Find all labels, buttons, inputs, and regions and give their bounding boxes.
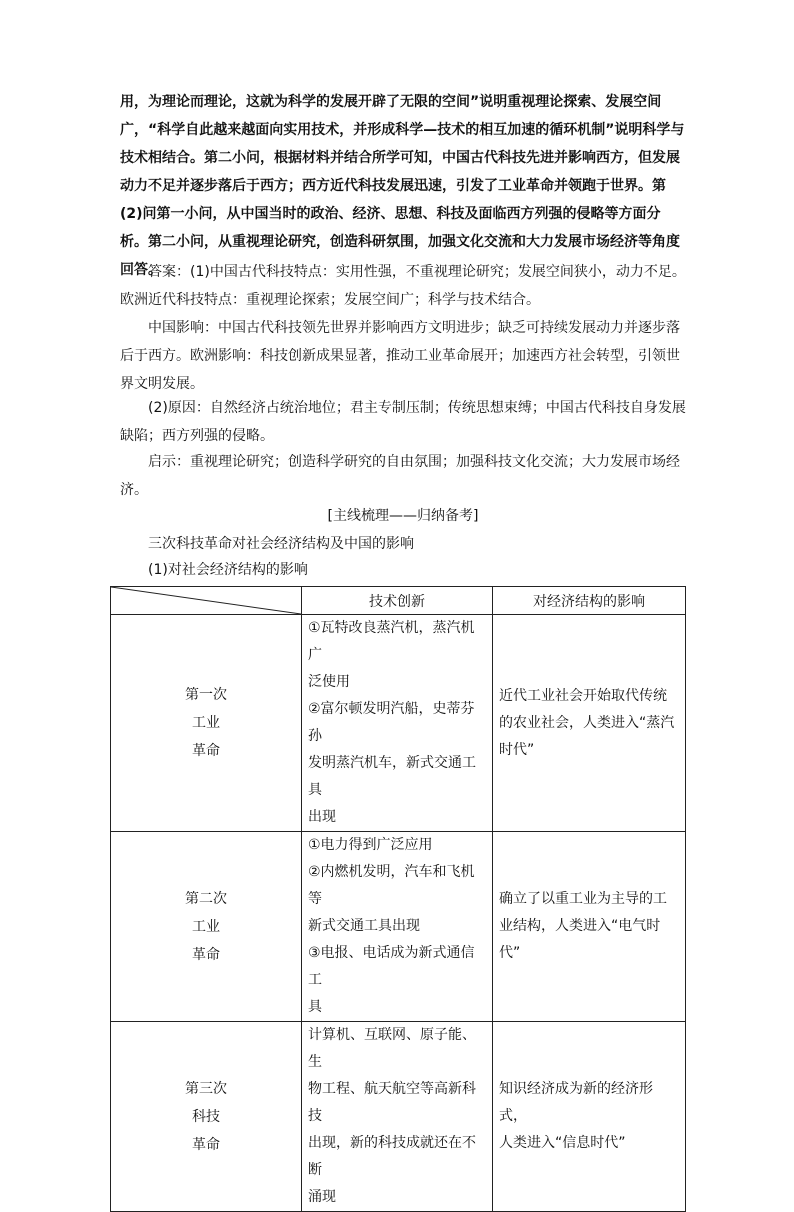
table-row	[111, 832, 686, 1022]
innovation-cell: ①瓦特改良蒸汽机，蒸汽机广 泛使用 ②富尔顿发明汽船，史蒂芬孙 发明蒸汽机车，新式交通工具 出现	[302, 615, 493, 832]
answer-paragraph-2: 中国影响：中国古代科技领先世界并影响西方文明进步；缺乏可持续发展动力并逐步落后于西方。欧洲影响：科技创新成果显著，推动工业革命展开；加速西方社会转型，引领世界文明发展。	[120, 320, 680, 392]
effect-cell: 近代工业社会开始取代传统 的农业社会，人类进入“蒸汽 时代”	[493, 615, 686, 832]
section-subtitle: 三次科技革命对社会经济结构及中国的影响	[148, 536, 414, 552]
header-innovation: 技术创新	[302, 587, 493, 615]
effect-cell: 确立了以重工业为主导的工 业结构，人类进入“电气时代”	[493, 832, 686, 1022]
section-title: [主线梳理——归纳备考]	[327, 508, 479, 524]
analysis-paragraph: 用，为理论而理论，这就为科学的发展开辟了无限的空间”说明重视理论探索、发展空间广，“科学自此越来越面向实用技术，并形成科学—技术的相互加速的循环机制”说明科学与技术相结合。第二小问，根据材料并结合所学可知，中国古代科技先进并影响西方，但发展动力不足并逐步落后于西方；西方近代科技发展迅速，引发了工业革命并领跑于世界。第(2)问第一小问，从中国当时的政治、经济、思想、科技及面临西方列强的侵略等方面分析。第二小问，从重视理论研究，创造科研氛围，加强文化交流和大力发展市场经济等角度回答。	[120, 94, 685, 278]
section-item: (1)对社会经济结构的影响	[148, 562, 308, 578]
answer-paragraph-3: (2)原因：自然经济占统治地位；君主专制压制；传统思想束缚；中国古代科技自身发展缺陷；西方列强的侵略。	[120, 400, 686, 444]
innovation-cell: 计算机、互联网、原子能、生 物工程、航天航空等高新科技 出现，新的科技成就还在不断 涌现	[302, 1022, 493, 1212]
stage-cell: 第二次 工业 革命	[111, 832, 302, 1022]
innovation-cell: ①电力得到广泛应用 ②内燃机发明，汽车和飞机等 新式交通工具出现 ③电报、电话成为新式通信工 具	[302, 832, 493, 1022]
revolutions-table	[110, 586, 686, 1212]
answer-paragraph-1: 答案：(1)中国古代科技特点：实用性强，不重视理论研究；发展空间狭小，动力不足。欧洲近代科技特点：重视理论探索；发展空间广；科学与技术结合。	[120, 264, 686, 308]
table-row	[111, 615, 686, 832]
stage-cell: 第一次 工业 革命	[111, 615, 302, 832]
stage-cell: 第三次 科技 革命	[111, 1022, 302, 1212]
table-row	[111, 1022, 686, 1212]
diagonal-line	[111, 587, 301, 614]
answer-paragraph-4: 启示：重视理论研究；创造科学研究的自由氛围；加强科技文化交流；大力发展市场经济。	[120, 454, 680, 498]
header-effect: 对经济结构的影响	[493, 587, 686, 615]
diagonal-header-cell	[111, 587, 302, 615]
table-header-row	[111, 587, 686, 615]
effect-cell: 知识经济成为新的经济形式， 人类进入“信息时代”	[493, 1022, 686, 1212]
